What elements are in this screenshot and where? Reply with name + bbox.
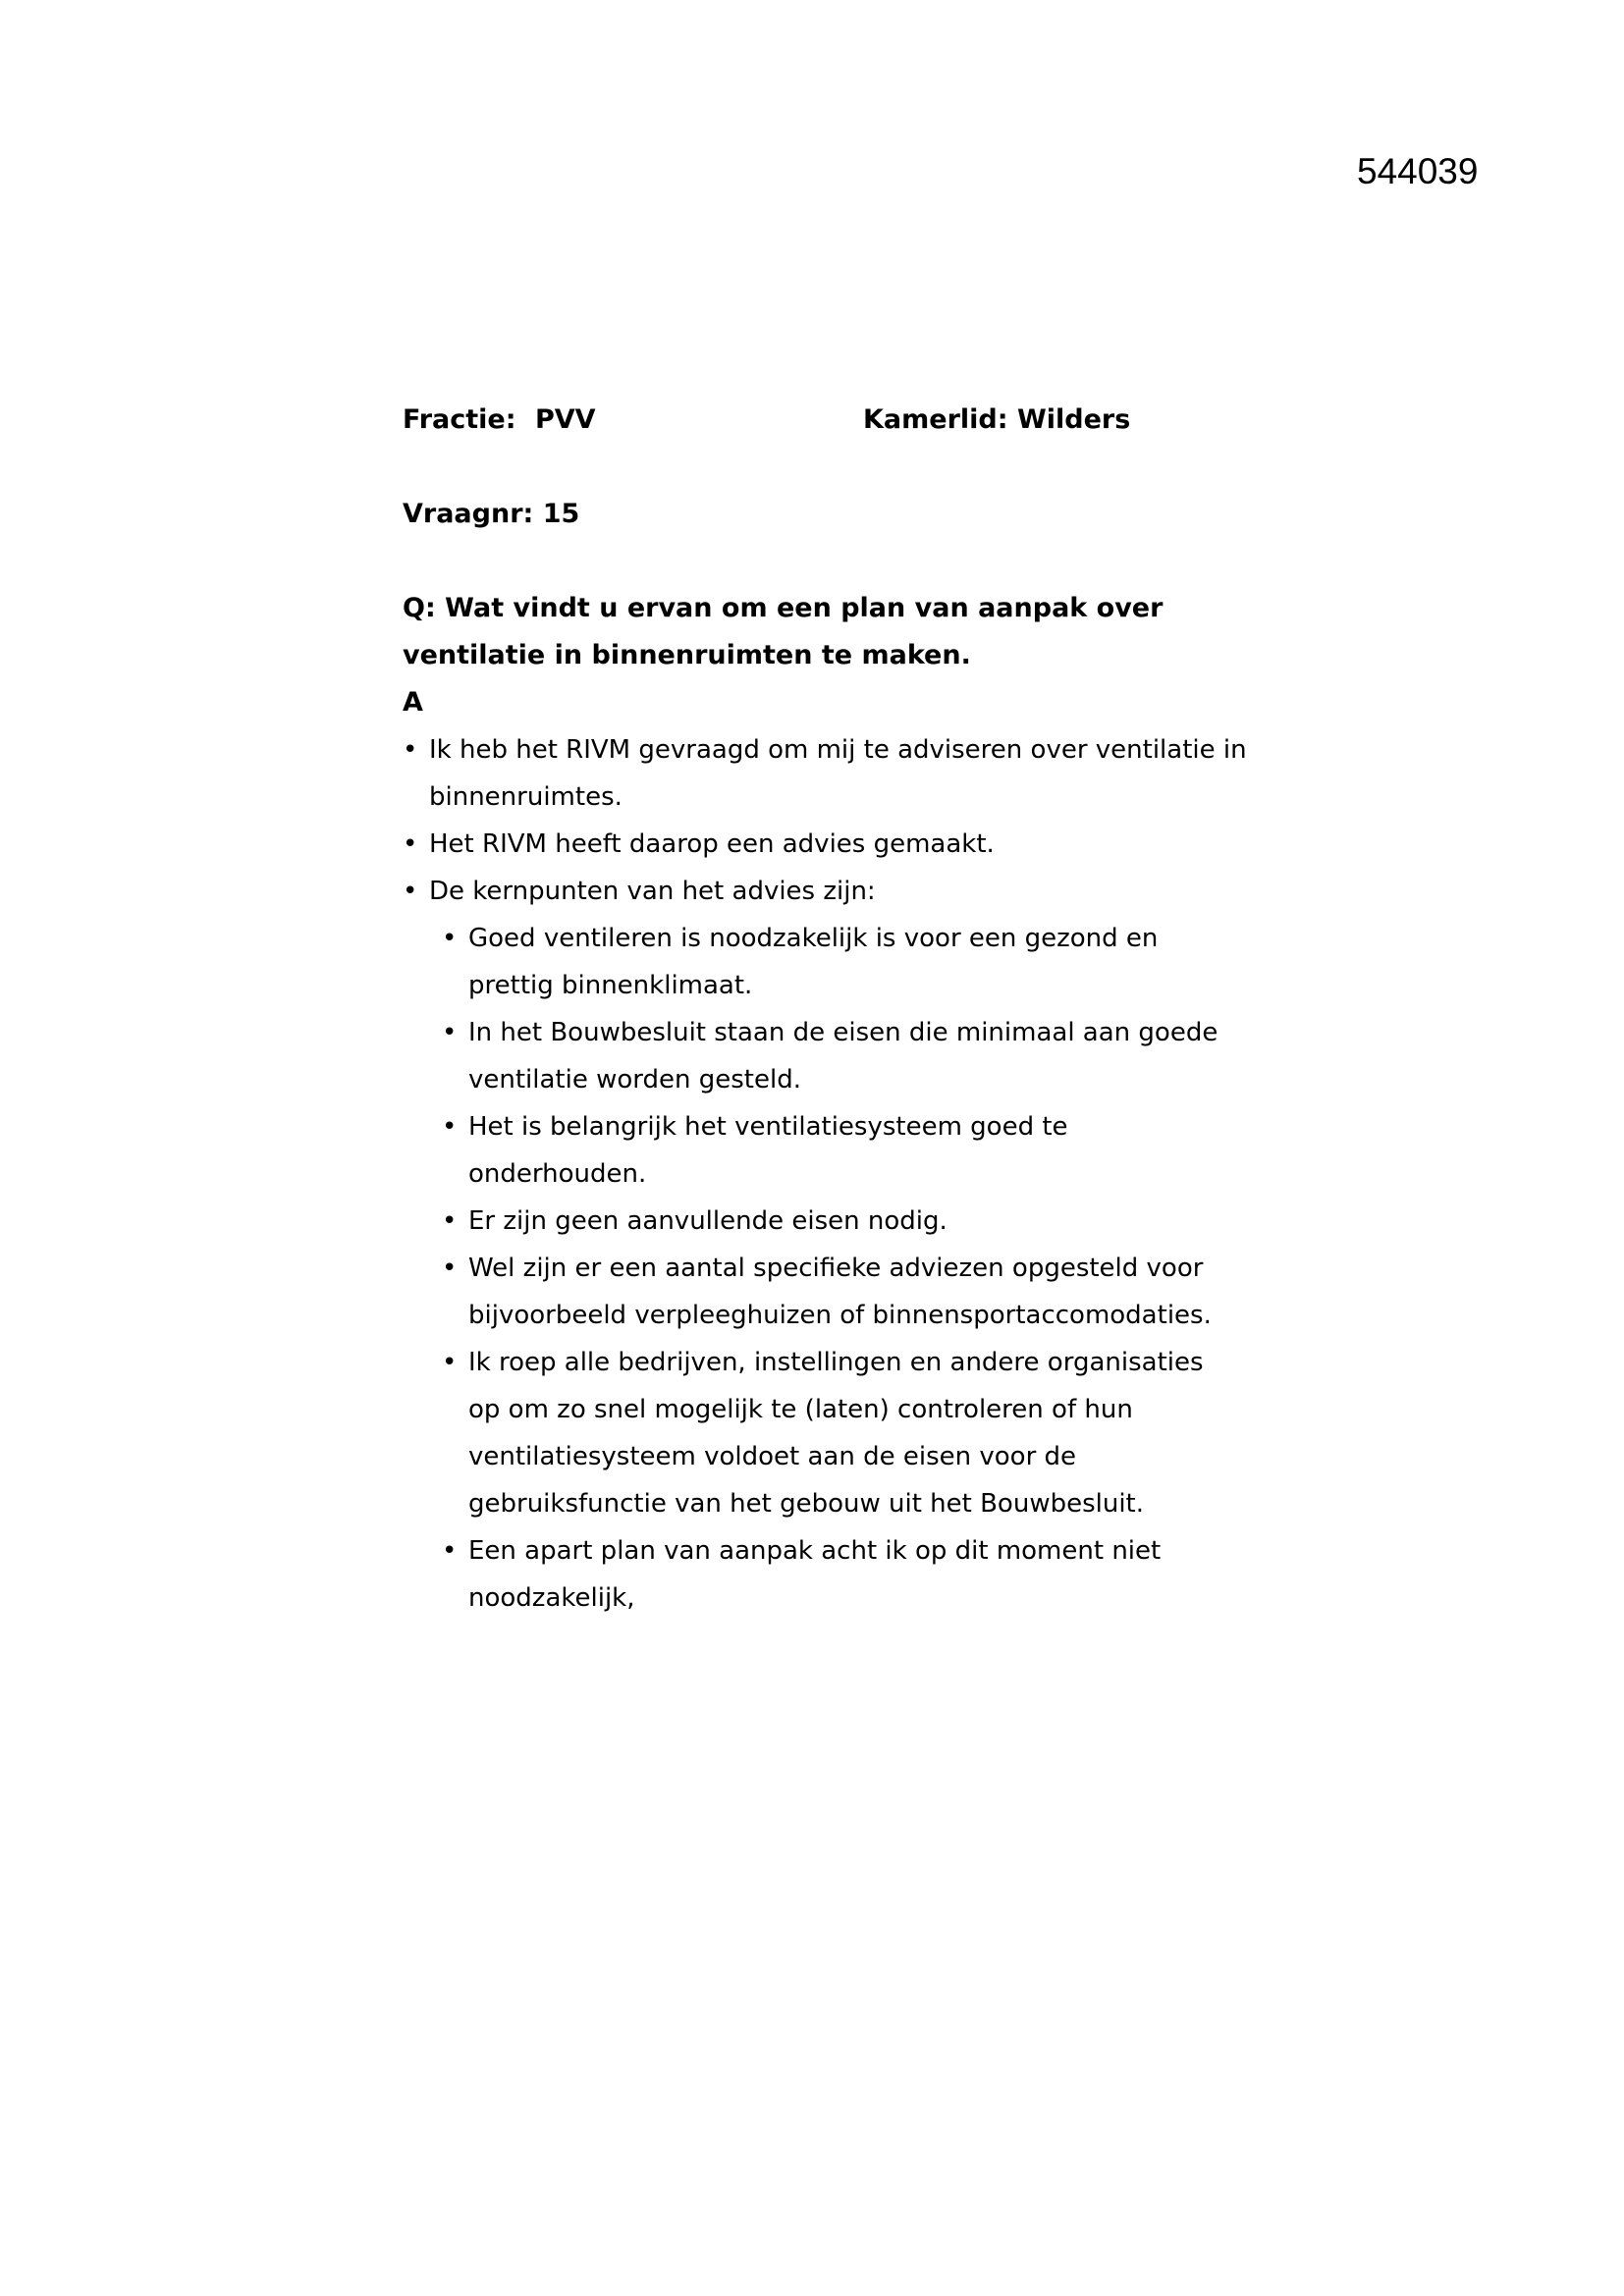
question-text: Q: Wat vindt u ervan om een plan van aanpak over ventilatie in binnenruimten te maken.: [403, 593, 1164, 670]
key-point: • Er zijn geen aanvullende eisen nodig.: [442, 1198, 1224, 1245]
key-point: • Het is belangrijk het ventilatiesysteem goed te onderhouden.: [442, 1103, 1224, 1198]
answer-label: A: [403, 687, 423, 718]
key-point: • In het Bouwbesluit staan de eisen die minimaal aan goede ventilatie worden gesteld.: [442, 1009, 1224, 1103]
kamerlid: [863, 397, 1130, 444]
answer-point: • De kernpunten van het advies zijn:: [403, 868, 1267, 915]
vraagnr-value: 15: [542, 499, 580, 529]
vraagnr-label: Vraagnr:: [403, 499, 534, 529]
answer-list: [403, 726, 1267, 915]
answer-point: • Het RIVM heeft daarop een advies gemaakt.: [403, 821, 1267, 868]
key-point: • Goed ventileren is noodzakelijk is voor een gezond en prettig binnenklimaat.: [442, 915, 1224, 1009]
key-point: • Een apart plan van aanpak acht ik op dit moment niet noodzakelijk,: [442, 1527, 1224, 1622]
document-body: [403, 397, 1267, 1622]
key-point: • Ik roep alle bedrijven, instellingen en andere organisaties op om zo snel mogelijk te (laten) controleren of hun ventilatiesysteem voldoet aan de eisen voor de gebruiksfunctie van het gebouw uit het Bouwbesluit.: [442, 1339, 1224, 1527]
kamerlid-label: Kamerlid:: [863, 404, 1008, 435]
key-points-list: [403, 915, 1267, 1622]
question-number: [403, 491, 1267, 538]
fractie-label: Fractie:: [403, 404, 516, 435]
meta-row: [403, 397, 1267, 444]
key-point: • Wel zijn er een aantal specifieke adviezen opgesteld voor bijvoorbeeld verpleeghuizen of binnensportaccomodaties.: [442, 1245, 1224, 1339]
document-number: 544039: [1357, 151, 1479, 191]
kamerlid-value: Wilders: [1016, 404, 1131, 435]
fractie-value: PVV: [535, 404, 596, 435]
answer-point: • Ik heb het RIVM gevraagd om mij te adviseren over ventilatie in binnenruimtes.: [403, 726, 1267, 821]
fractie: [403, 397, 596, 444]
